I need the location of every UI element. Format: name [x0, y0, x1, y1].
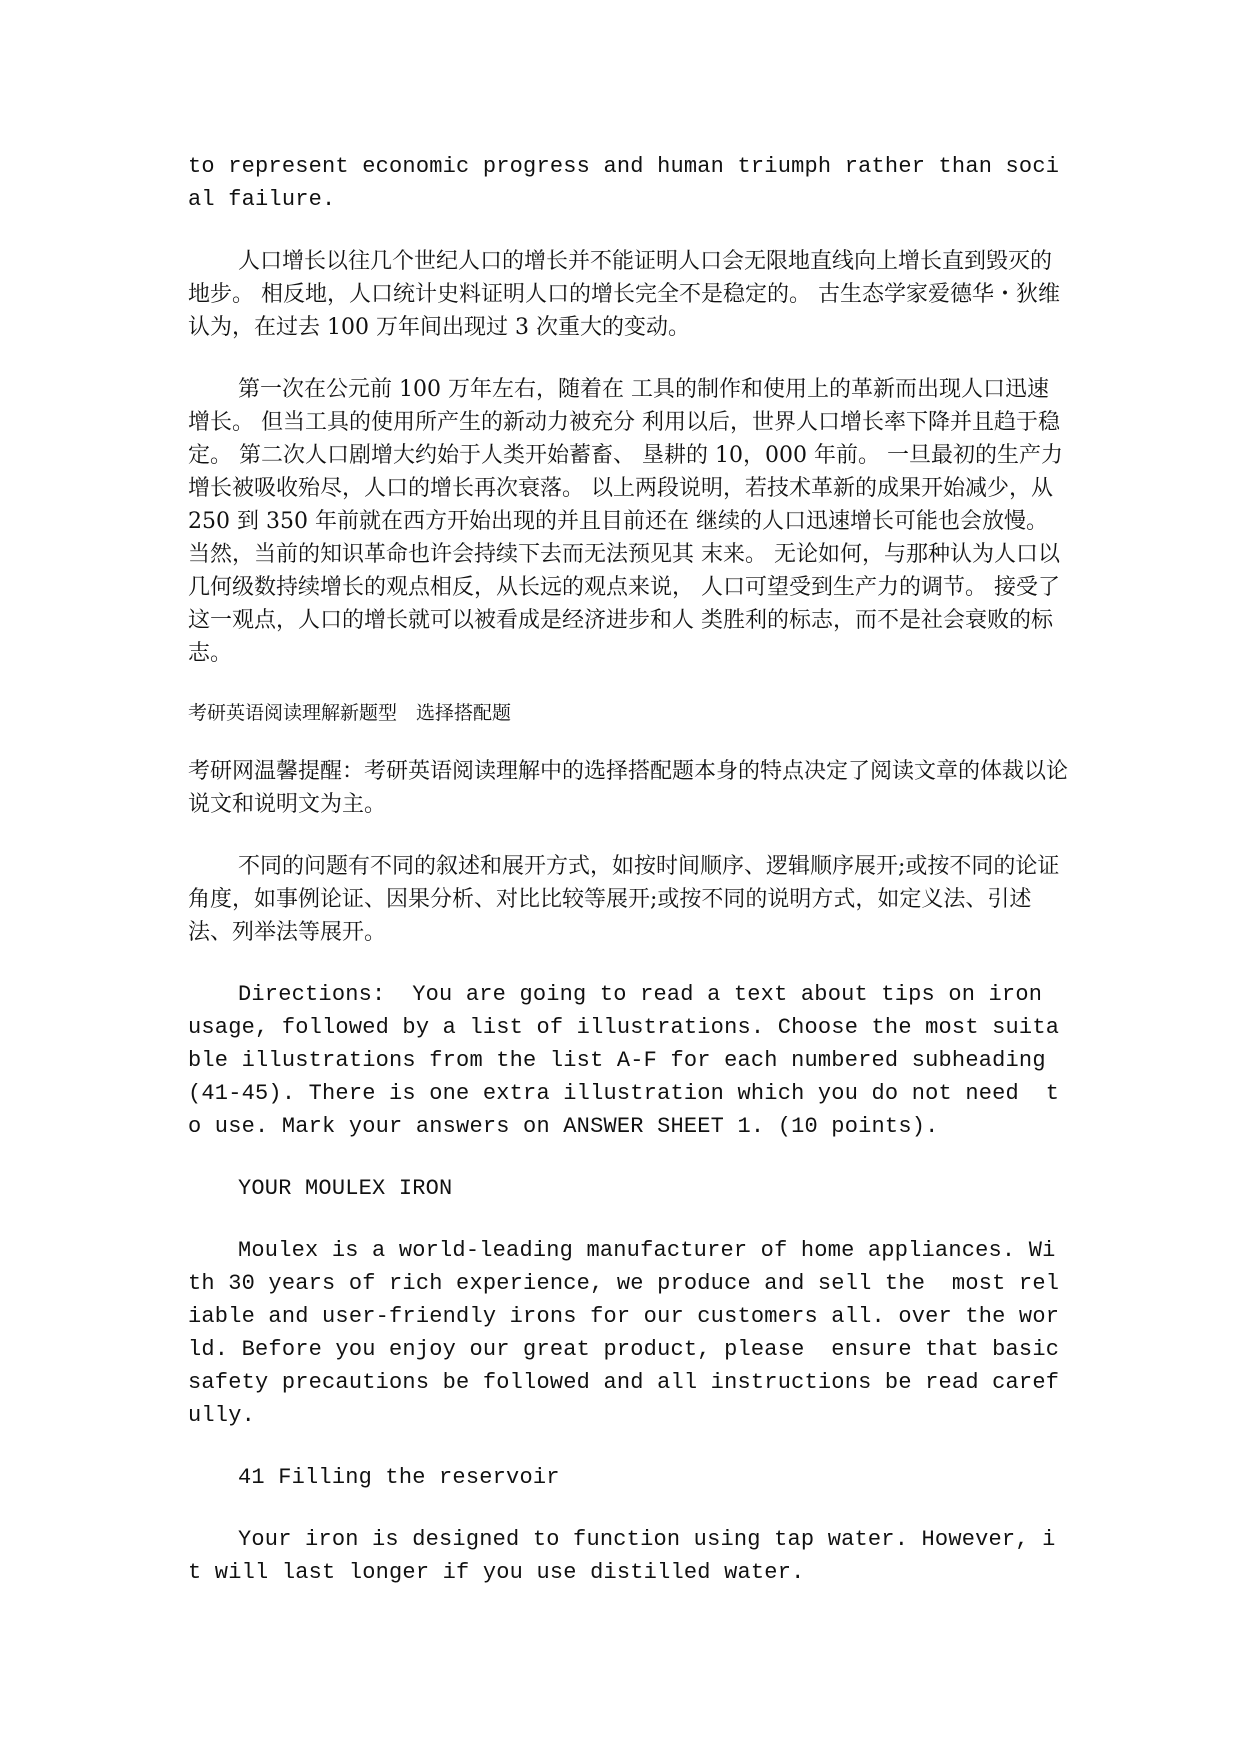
- subheading-filling-reservoir: 41 Filling the reservoir: [238, 1465, 560, 1490]
- paragraph-moulex-intro: Moulex is a world-leading manufacturer of home appliances. With 30 years of rich experience, we produce and sell the most reliable and user-friendly irons for our customers all. over the world. Before you enjoy our great product, please ensure that basic safety precautions be followed and all instructions be read carefully.: [188, 1238, 1073, 1428]
- paragraph-continuation: to represent economic progress and human triumph rather than social failure.: [188, 154, 1060, 212]
- subheading-iron-title: YOUR MOULEX IRON: [238, 1176, 453, 1201]
- paragraph-tip: 考研网温馨提醒：考研英语阅读理解中的选择搭配题本身的特点决定了阅读文章的体裁以论说文和说明文为主。: [188, 759, 1069, 817]
- paragraph-tap-water: Your iron is designed to function using tap water. However, it will last longer if you use distilled water.: [188, 1527, 1056, 1585]
- paragraph-population-history: 第一次在公元前 100 万年左右，随着在 工具的制作和使用上的革新而出现人口迅速增长。 但当工具的使用所产生的新动力被充分 利用以后，世界人口增长率下降并且趋于稳定。 第二次人口剧增大约始于人类开始蓄畜、 垦耕的 10，000 年前。 一旦最初的生产力增长被吸收殆尽，人口的增长再次衰落。 以上两段说明，若技术革新的成果开始减少，从 250 到 350 年前就在西方开始出现的并且目前还在 继续的人口迅速增长可能也会放慢。 当然，当前的知识革命也许会持续下去而无法预见其 末来。 无论如何，与那种认为人口以几何级数持续增长的观点相反，从长远的观点来说， 人口可望受到生产力的调节。 接受了这一观点，人口的增长就可以被看成是经济进步和人 类胜利的标志，而不是社会衰败的标志。: [188, 377, 1063, 666]
- paragraph-question-types: 不同的问题有不同的叙述和展开方式，如按时间顺序、逻辑顺序展开;或按不同的论证角度，如事例论证、因果分析、对比比较等展开;或按不同的说明方式，如定义法、引述法、列举法等展开。: [188, 854, 1060, 945]
- paragraph-directions: Directions: You are going to read a text about tips on iron usage, followed by a list of illustrations. Choose the most suitable illustrations from the list A-F for each numbered subheading (41-45). There is one extra illustration which you do not need to use. Mark your answers on ANSWER SHEET 1. (10 points).: [188, 982, 1060, 1139]
- section-title: 考研英语阅读理解新题型 选择搭配题: [188, 702, 512, 724]
- document-body: [188, 150, 1073, 1618]
- paragraph-population-growth: 人口增长以往几个世纪人口的增长并不能证明人口会无限地直线向上增长直到毁灭的 地步。 相反地，人口统计史料证明人口的增长完全不是稳定的。 古生态学家爱德华・狄维 认为，在过去 100 万年间出现过 3 次重大的变动。: [188, 249, 1067, 340]
